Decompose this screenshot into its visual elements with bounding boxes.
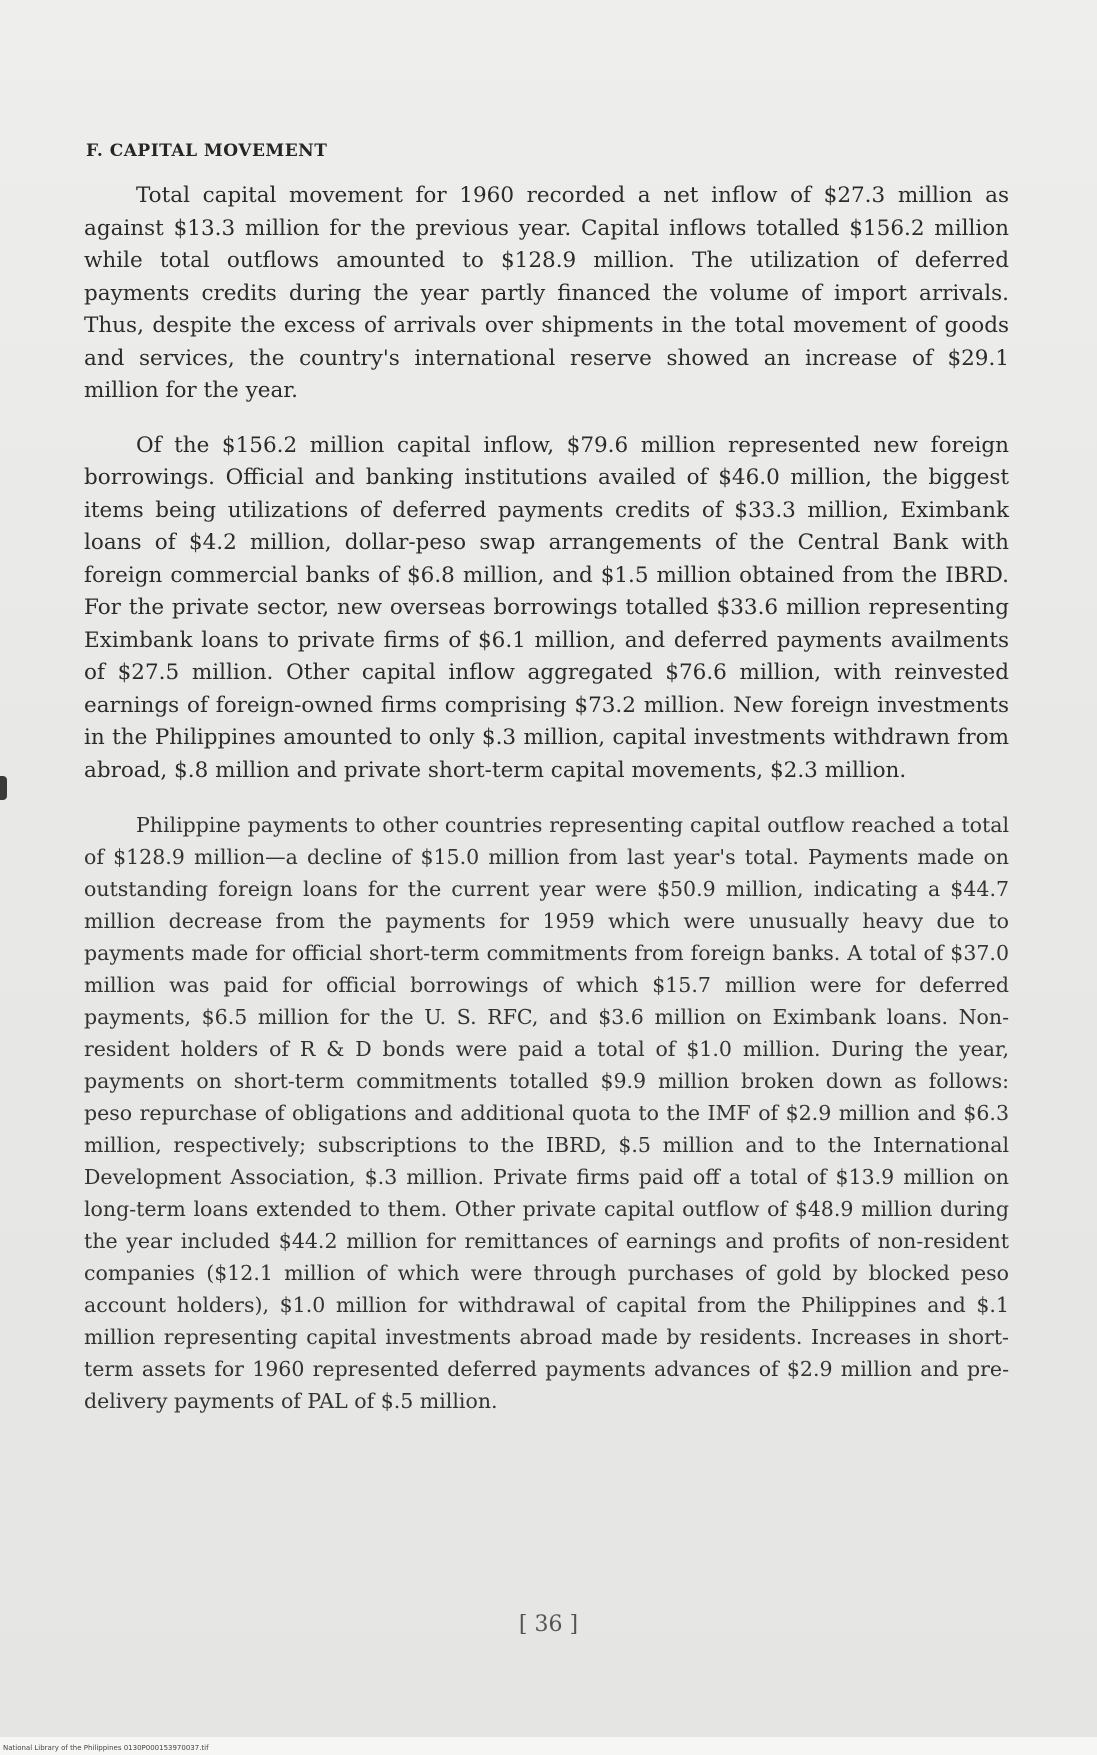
- binding-mark: [0, 776, 7, 800]
- paragraph-capital-outflow: Philippine payments to other countries representing capital outflow reached a total of $128.9 million—a decline of $15.0 million from last year's total. Payments made on outstanding foreign loans for the current year were $50.9 million, indicating a $44.7 million decrease from the payments for 1959 which were unusually heavy due to payments made for official short-term commitments from foreign banks. A total of $37.0 million was paid for official borrowings of which $15.7 million were for deferred payments, $6.5 million for the U. S. RFC, and $3.6 million on Eximbank loans. Non-resident holders of R & D bonds were paid a total of $1.0 million. During the year, payments on short-term commitments totalled $9.9 million broken down as follows: peso repurchase of obligations and additional quota to the IMF of $2.9 million and $6.3 million, respectively; subscriptions to the IBRD, $.5 million and to the International Development Association, $.3 million. Private firms paid off a total of $13.9 million on long-term loans extended to them. Other private capital outflow of $48.9 million during the year included $44.2 million for remittances of earnings and profits of non-resident companies ($12.1 million of which were through purchases of gold by blocked peso account holders), $1.0 million for withdrawal of capital from the Philippines and $.1 million representing capital investments abroad made by residents. Increases in short-term assets for 1960 represented deferred payments advances of $2.9 million and pre-delivery payments of PAL of $.5 million.: [84, 813, 1009, 1413]
- section-heading: F. CAPITAL MOVEMENT: [86, 141, 328, 161]
- paragraph-capital-inflow: Of the $156.2 million capital inflow, $79.6 million represented new foreign borrowings. Official and banking institutions availed of $46.0 million, the biggest items being utilizations of deferred payments credits of $33.3 million, Eximbank loans of $4.2 million, dollar-peso swap arrangements of the Central Bank with foreign commercial banks of $6.8 million, and $1.5 million obtained from the IBRD. For the private sector, new overseas borrowings totalled $33.6 million representing Eximbank loans to private firms of $6.1 million, and deferred payments availments of $27.5 million. Other capital inflow aggregated $76.6 million, with reinvested earnings of foreign-owned firms comprising $73.2 million. New foreign investments in the Philippines amounted to only $.3 million, capital investments withdrawn from abroad, $.8 million and private short-term capital movements, $2.3 million.: [84, 432, 1009, 783]
- body-text: [84, 180, 1009, 1439]
- scan-footer: [0, 1737, 1097, 1755]
- paragraph-capital-movement-summary: Total capital movement for 1960 recorded a net inflow of $27.3 million as against $13.3 million for the previous year. Capital inflows totalled $156.2 million while total outflows amounted to $128.9 million. The utilization of deferred payments credits during the year partly financed the volume of import arrivals. Thus, despite the excess of arrivals over shipments in the total movement of goods and services, the country's international reserve showed an increase of $29.1 million for the year.: [84, 183, 1009, 403]
- scan-footer-text: National Library of the Philippines 0130P000153970037.tif: [3, 1744, 209, 1752]
- page-number: [ 36 ]: [518, 1612, 579, 1637]
